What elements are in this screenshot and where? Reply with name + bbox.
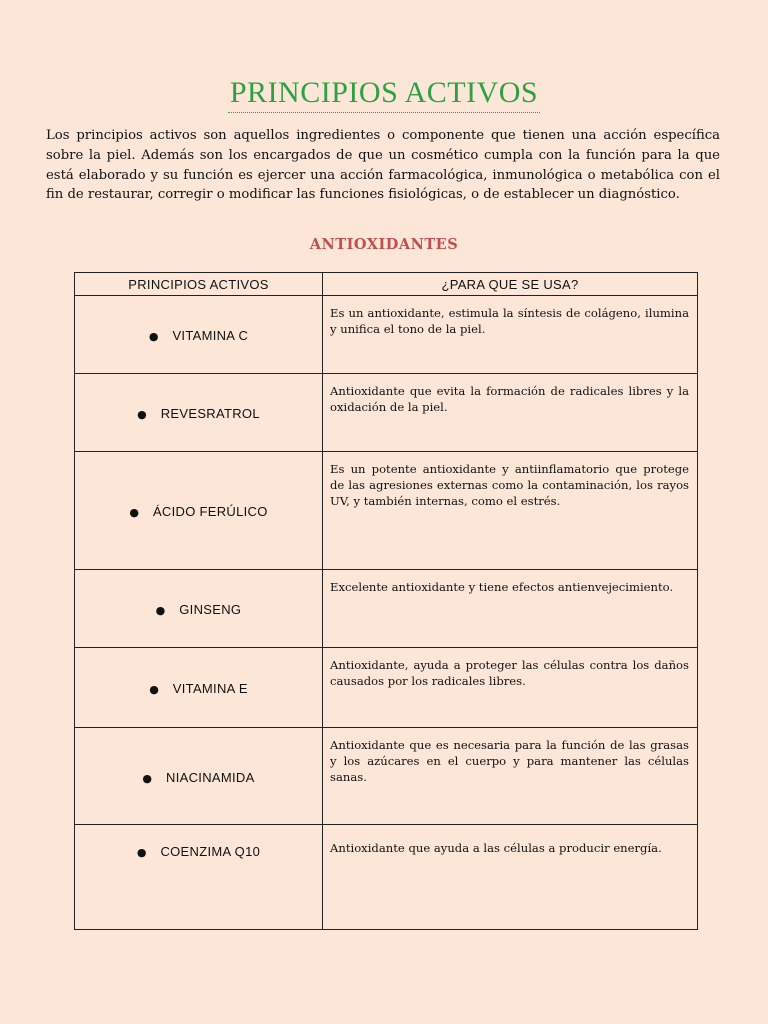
name-cell [75, 728, 323, 825]
name-cell [75, 825, 323, 930]
table-row [75, 648, 698, 728]
header-usage: ¿PARA QUE SE USA? [323, 273, 698, 296]
principle-name: ÁCIDO FERÚLICO [152, 504, 268, 519]
principle-name: NIACINAMIDA [166, 769, 255, 785]
bullet-icon: ● [149, 683, 159, 696]
usage-description: Antioxidante, ayuda a proteger las células contra los daños causados por los radicales libres. [323, 648, 698, 728]
bullet-icon: ● [142, 771, 153, 785]
usage-description: Excelente antioxidante y tiene efectos antienvejecimiento. [323, 570, 698, 648]
principle-name: REVESRATROL [160, 406, 260, 421]
principle-name: VITAMINA C [172, 328, 249, 343]
table-row [75, 452, 698, 570]
name-cell [75, 452, 323, 570]
name-cell [75, 570, 323, 648]
section-subtitle: ANTIOXIDANTES [309, 236, 459, 253]
page-title: PRINCIPIOS ACTIVOS [0, 72, 768, 113]
table-row [75, 728, 698, 825]
name-cell [75, 374, 323, 452]
usage-description: Antioxidante que evita la formación de radicales libres y la oxidación de la piel. [323, 374, 698, 452]
table-row [75, 296, 698, 374]
name-cell [75, 648, 323, 728]
bullet-icon: ● [129, 506, 139, 519]
principle-name: VITAMINA E [172, 681, 248, 696]
usage-description: Antioxidante que ayuda a las células a producir energía. [323, 825, 698, 930]
usage-description: Es un potente antioxidante y antiinflamatorio que protege de las agresiones externas como la contaminación, los rayos UV, y también internas, como el estrés. [323, 452, 698, 570]
bullet-icon: ● [137, 408, 147, 421]
name-cell [75, 296, 323, 374]
usage-description: Antioxidante que es necesaria para la función de las grasas y los azúcares en el cuerpo y para mantener las células sanas. [323, 728, 698, 825]
principles-table [74, 272, 698, 930]
intro-paragraph: Los principios activos son aquellos ingredientes o componente que tienen una acción específica sobre la piel. Además son los encargados de que un cosmético cumpla con la función para la que está elaborado y su función es ejercer una acción farmacológica, inmunológica o metabólica con el fin de restaurar, corregir o modificar las funciones fisiológicas, o de establecer un diagnóstico. [46, 128, 720, 203]
table-row [75, 825, 698, 930]
principle-name: COENZIMA Q10 [160, 844, 261, 859]
bullet-icon: ● [136, 846, 147, 859]
principle-name: GINSENG [179, 602, 242, 617]
bullet-icon: ● [148, 330, 159, 343]
usage-description: Es un antioxidante, estimula la síntesis de colágeno, ilumina y unifica el tono de la piel. [323, 296, 698, 374]
bullet-icon: ● [155, 604, 166, 617]
table-row [75, 374, 698, 452]
table-header-row [75, 273, 698, 296]
header-principles: PRINCIPIOS ACTIVOS [75, 273, 323, 296]
table-row [75, 570, 698, 648]
